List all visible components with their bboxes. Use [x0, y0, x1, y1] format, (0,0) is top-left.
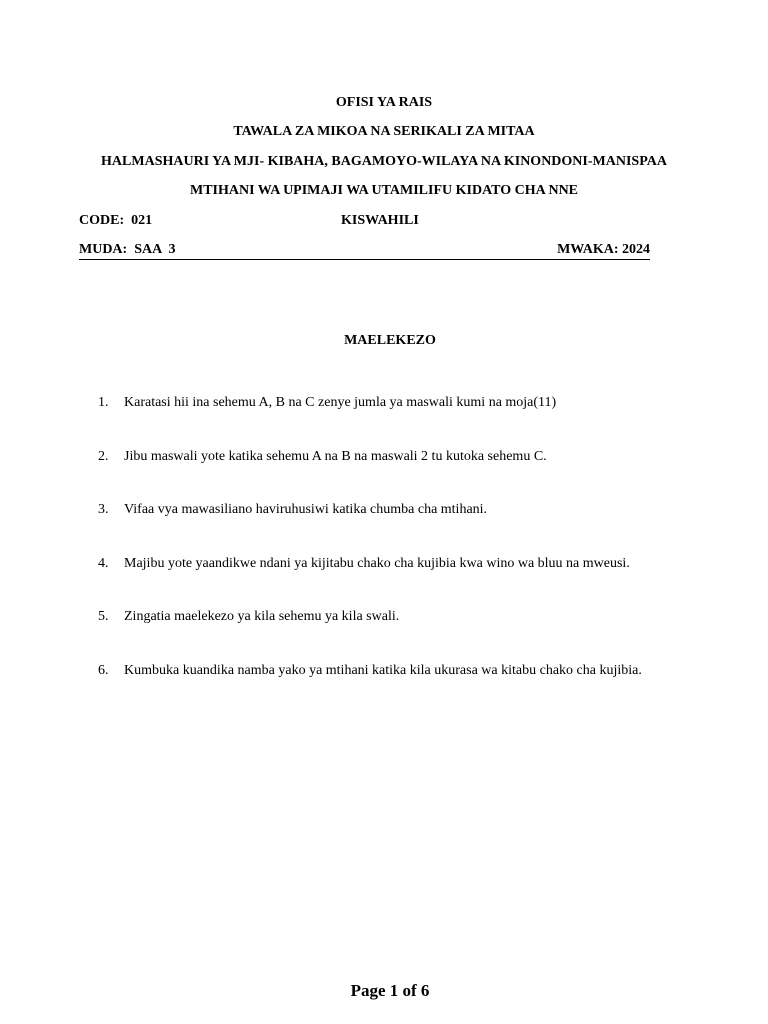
- councils-heading: HALMASHAURI YA MJI- KIBAHA, BAGAMOYO-WILAYA NA KINONDONI-MANISPAA: [101, 154, 667, 169]
- list-item-number: 5.: [98, 609, 109, 624]
- list-item: [98, 448, 738, 502]
- list-item: [98, 394, 738, 448]
- list-item-text: Kumbuka kuandika namba yako ya mtihani katika kila ukurasa wa kitabu chako cha kujibia.: [124, 662, 642, 678]
- list-item-number: 1.: [98, 395, 109, 410]
- list-item: [98, 555, 738, 609]
- page-number: Page 1 of 6: [350, 981, 430, 1000]
- exam-title: MTIHANI WA UPIMAJI WA UTAMILIFU KIDATO CHA NNE: [189, 183, 579, 198]
- list-item-number: 2.: [98, 448, 109, 464]
- list-item-number: 4.: [98, 555, 109, 571]
- ministry-heading: TAWALA ZA MIKOA NA SERIKALI ZA MITAA: [233, 124, 535, 139]
- list-item: [98, 662, 738, 716]
- list-item-text: Vifaa vya mawasiliano haviruhusiwi katika chumba cha mtihani.: [124, 502, 488, 517]
- exam-subject: KISWAHILI: [341, 213, 419, 228]
- exam-duration: MUDA: SAA 3: [79, 242, 176, 257]
- instructions-list: [98, 394, 738, 715]
- list-item-text: Karatasi hii ina sehemu A, B na C zenye jumla ya maswali kumi na moja(11): [124, 395, 557, 410]
- list-item-text: Majibu yote yaandikwe ndani ya kijitabu chako cha kujibia kwa wino wa bluu na mweusi.: [124, 555, 630, 571]
- office-heading: OFISI YA RAIS: [335, 95, 433, 110]
- list-item-number: 6.: [98, 662, 109, 678]
- instructions-title: MAELEKEZO: [344, 333, 436, 348]
- duration-year-row: [79, 241, 650, 260]
- exam-year: MWAKA: 2024: [557, 242, 650, 257]
- list-item-number: 3.: [98, 502, 109, 517]
- exam-code: CODE: 021: [79, 213, 153, 228]
- list-item-text: Jibu maswali yote katika sehemu A na B na maswali 2 tu kutoka sehemu C.: [124, 448, 547, 464]
- list-item: [98, 501, 738, 555]
- list-item: [98, 608, 738, 662]
- list-item-text: Zingatia maelekezo ya kila sehemu ya kila swali.: [124, 609, 400, 624]
